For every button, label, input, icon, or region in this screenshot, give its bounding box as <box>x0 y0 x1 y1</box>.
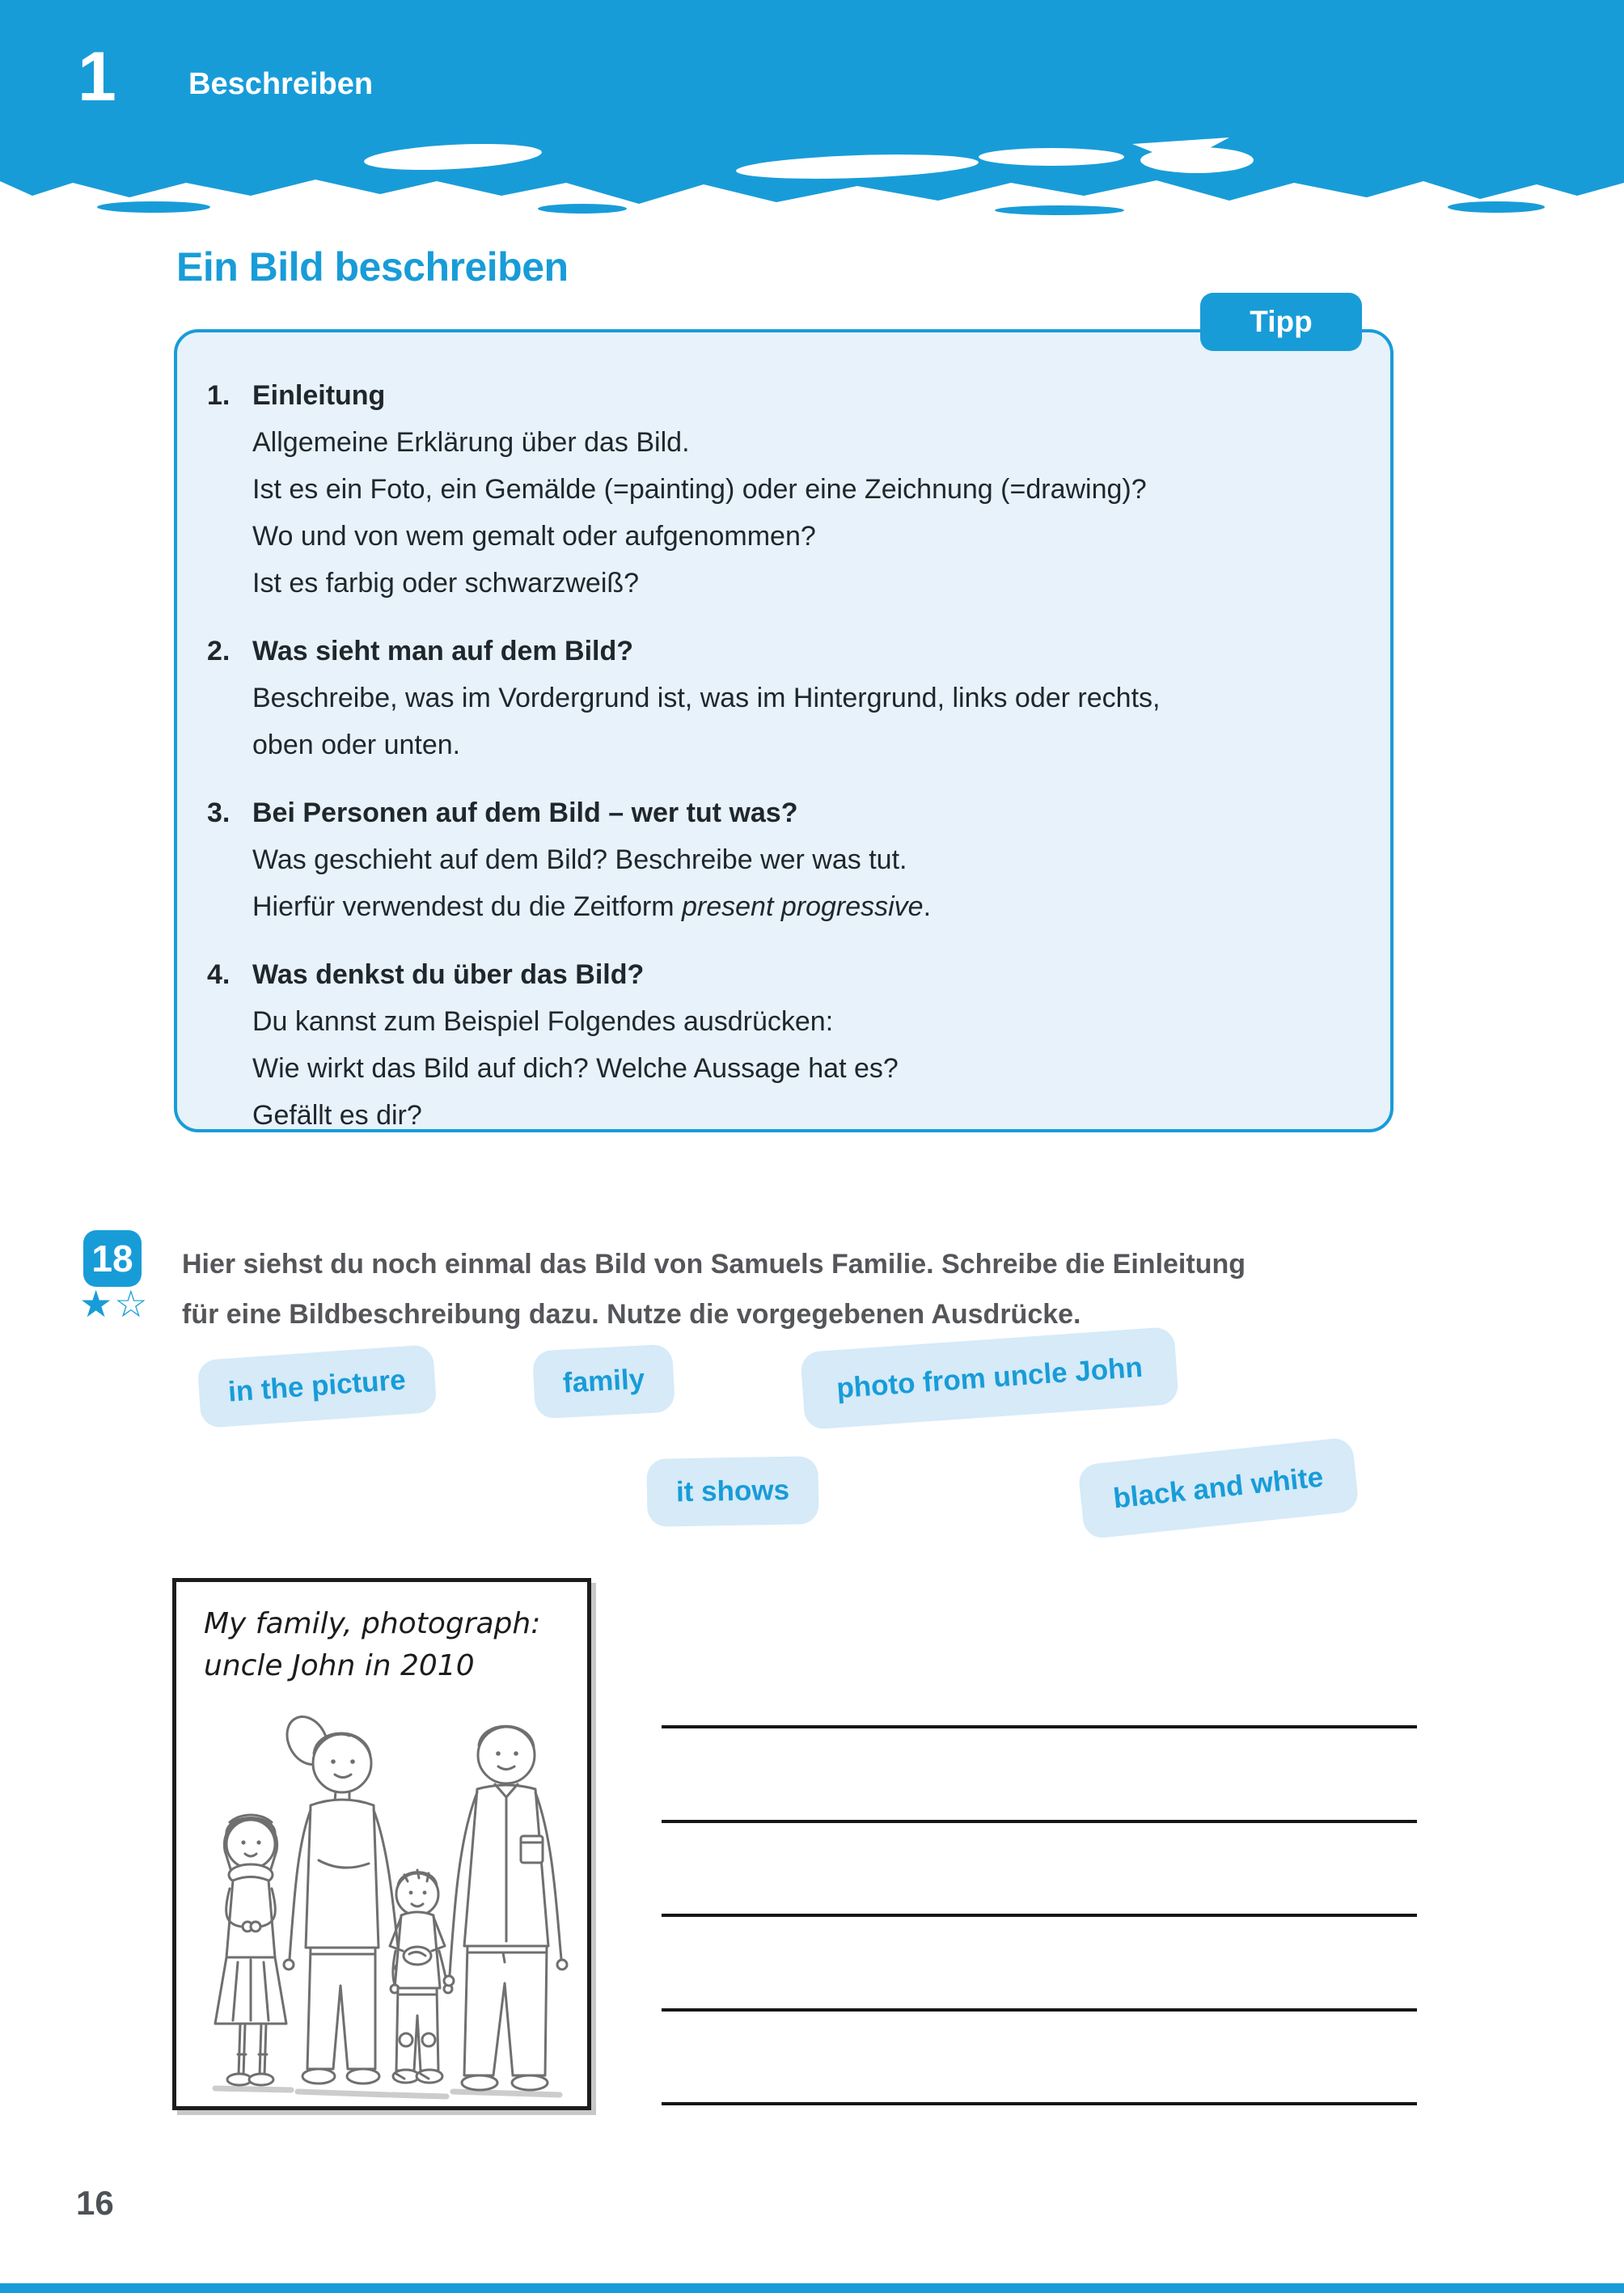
tip-section-line: Ist es ein Foto, ein Gemälde (=painting) oder eine Zeichnung (=drawing)? <box>252 474 1147 505</box>
family-drawing <box>176 1715 587 2103</box>
tip-section-heading: Was sieht man auf dem Bild? <box>252 636 634 666</box>
tip-section-line: Hierfür verwendest du die Zeitform present progressive. <box>252 891 932 922</box>
tip-section-line: Ist es farbig oder schwarzweiß? <box>252 568 640 599</box>
tip-section <box>207 628 1354 768</box>
tip-section <box>207 789 1354 930</box>
tip-box <box>174 329 1394 1132</box>
tip-section-heading: Bei Personen auf dem Bild – wer tut was? <box>252 797 798 828</box>
tip-tab: Tipp <box>1200 293 1362 351</box>
word-tag: black and white <box>1077 1436 1359 1539</box>
instruction-line: Hier siehst du noch einmal das Bild von Samuels Familie. Schreibe die Einleitung <box>182 1249 1245 1280</box>
tip-section-line: Du kannst zum Beispiel Folgendes ausdrücken: <box>252 1006 834 1037</box>
exercise-number-badge: 18 <box>83 1230 142 1287</box>
caption-line: uncle John in 2010 <box>204 1649 475 1682</box>
writing-line <box>662 2102 1417 2105</box>
tip-section-line: Wie wirkt das Bild auf dich? Welche Aussage hat es? <box>252 1053 899 1084</box>
writing-line <box>662 1914 1417 1917</box>
tip-section-line: Allgemeine Erklärung über das Bild. <box>252 427 690 458</box>
bottom-edge-bar <box>0 2283 1624 2293</box>
writing-line <box>662 1820 1417 1823</box>
difficulty-stars <box>79 1283 150 1325</box>
instruction-line: für eine Bildbeschreibung dazu. Nutze die vorgegebenen Ausdrücke. <box>182 1299 1081 1330</box>
mother-figure <box>279 1715 405 2084</box>
chapter-number: 1 <box>78 38 116 116</box>
tip-section-line: Gefällt es dir? <box>252 1100 422 1131</box>
page-number: 16 <box>76 2184 114 2222</box>
chapter-title: Beschreiben <box>188 67 374 101</box>
tip-section <box>207 951 1354 1139</box>
word-tag: it shows <box>646 1456 818 1527</box>
word-tag: in the picture <box>197 1344 437 1428</box>
word-tag: photo from uncle John <box>800 1326 1179 1430</box>
girl-figure <box>215 1815 286 2085</box>
family-picture-frame <box>172 1578 591 2110</box>
tip-section-line: Was geschieht auf dem Bild? Beschreibe wer was tut. <box>252 844 907 875</box>
tip-section-line: Wo und von wem gemalt oder aufgenommen? <box>252 521 816 552</box>
writing-line <box>662 2008 1417 2012</box>
writing-line <box>662 1725 1417 1728</box>
tip-section-number: 1. <box>207 380 230 411</box>
tip-section-heading: Einleitung <box>252 380 386 411</box>
tip-section <box>207 372 1354 607</box>
tip-section-line: oben oder unten. <box>252 730 461 760</box>
star-filled-icon: ★ <box>79 1283 115 1325</box>
word-tag: family <box>532 1344 675 1419</box>
star-outline-icon: ☆ <box>114 1283 150 1325</box>
boy-figure <box>390 1870 452 2083</box>
caption-line: My family, photograph: <box>204 1607 541 1640</box>
father-figure <box>444 1726 567 2090</box>
picture-caption <box>204 1603 540 1687</box>
page-title: Ein Bild beschreiben <box>176 244 569 290</box>
tip-section-number: 3. <box>207 797 230 828</box>
tip-section-heading: Was denkst du über das Bild? <box>252 959 645 990</box>
exercise-instruction <box>182 1239 1411 1339</box>
tip-sections <box>207 372 1354 1139</box>
tip-section-number: 4. <box>207 959 230 990</box>
tip-section-number: 2. <box>207 636 230 666</box>
tip-section-line: Beschreibe, was im Vordergrund ist, was im Hintergrund, links oder rechts, <box>252 683 1161 713</box>
brush-stroke-icon <box>0 136 1624 217</box>
